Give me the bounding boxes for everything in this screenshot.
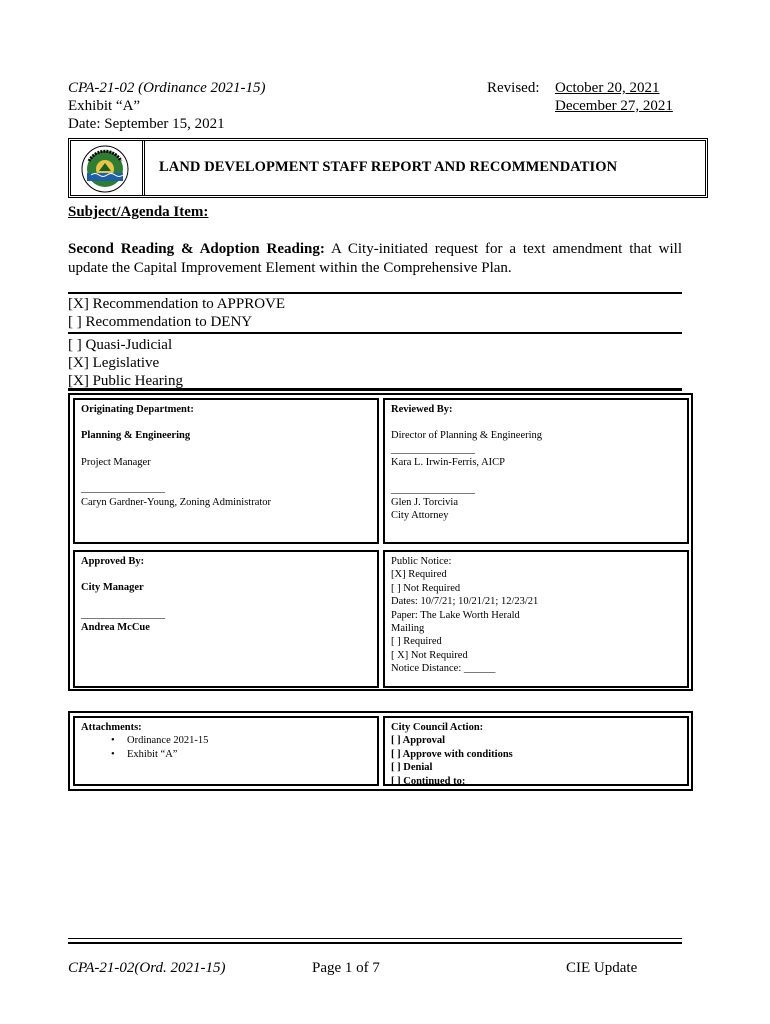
notice-line: [X] Required [391, 569, 447, 581]
report-title: LAND DEVELOPMENT STAFF REPORT AND RECOMMENDATION [159, 159, 618, 175]
header-left [68, 79, 265, 133]
notice-line: Dates: 10/7/21; 10/21/21; 12/23/21 [391, 596, 539, 608]
footer-page-number: Page 1 of 7 [312, 960, 380, 976]
rule-top [68, 292, 682, 294]
originating-heading: Originating Department: [81, 404, 194, 415]
review-grid [68, 393, 693, 691]
subject-lead: Second Reading & Adoption Reading: [68, 241, 325, 257]
council-action-cell [383, 716, 689, 786]
revised-date-1: October 20, 2021 [555, 80, 660, 96]
attorney-title: City Attorney [391, 510, 449, 522]
public-notice-cell [383, 550, 689, 688]
signature-line: ________________ [391, 483, 475, 495]
exhibit-label: Exhibit “A” [68, 98, 141, 114]
signature-line: ________________ [81, 608, 165, 620]
council-item: [ ] Approve with conditions [391, 748, 513, 760]
revised-label: Revised: [487, 80, 540, 96]
subject-heading: Subject/Agenda Item: [68, 204, 209, 220]
approved-heading: Approved By: [81, 556, 145, 567]
notice-line: Public Notice: [391, 556, 452, 567]
originating-dept: Planning & Engineering [81, 430, 191, 442]
title-divider [142, 141, 145, 195]
rule-middle [68, 332, 682, 334]
subject-description [68, 240, 682, 278]
attachment-item: • Ordinance 2021-15 [81, 734, 371, 747]
approver-title: City Manager [81, 582, 144, 594]
approved-cell [73, 550, 379, 688]
footer-right: CIE Update [566, 960, 638, 976]
council-item: [ ] Approval [391, 735, 446, 747]
quasi-judicial-option: [ ] Quasi-Judicial [68, 337, 173, 353]
reviewer-title: Director of Planning & Engineering [391, 430, 543, 442]
notice-line: Mailing [391, 623, 425, 635]
public-hearing-option: [X] Public Hearing [68, 373, 183, 389]
reviewer-name: Kara L. Irwin-Ferris, AICP [391, 457, 506, 469]
council-item: [ ] Denial [391, 762, 433, 774]
recommend-approve: [X] Recommendation to APPROVE [68, 296, 286, 312]
notice-line: [ ] Required [391, 636, 442, 648]
city-seal-icon [81, 145, 129, 193]
notice-line: [ X] Not Required [391, 649, 468, 661]
footer-left: CPA-21-02(Ord. 2021-15) [68, 960, 226, 976]
reviewed-cell [383, 398, 689, 544]
attachments-cell [73, 716, 379, 786]
revised-date-2: December 27, 2021 [555, 98, 673, 114]
attachment-item: • Exhibit “A” [81, 748, 371, 761]
council-item: [ ] Continued to: ___________ [391, 775, 526, 787]
notice-line: Notice Distance: ______ [391, 663, 496, 675]
council-heading: City Council Action: [391, 722, 484, 733]
originating-cell [73, 398, 379, 544]
hearing-type-options [68, 336, 183, 390]
notice-line: [ ] Not Required [391, 582, 461, 594]
recommendation-options [68, 295, 285, 331]
footer-rule [68, 938, 682, 944]
rule-bottom [68, 388, 682, 391]
attachments-heading: Attachments: [81, 722, 142, 733]
case-number: CPA-21-02 (Ordinance 2021-15) [68, 80, 266, 96]
legislative-option: [X] Legislative [68, 355, 160, 371]
recommend-deny: [ ] Recommendation to DENY [68, 314, 253, 330]
signature-line: ________________ [81, 483, 165, 495]
title-box [68, 138, 708, 198]
approver-name: Andrea McCue [81, 622, 150, 634]
reviewed-heading: Reviewed By: [391, 404, 453, 415]
notice-line: Paper: The Lake Worth Herald [391, 609, 520, 621]
project-manager-label: Project Manager [81, 456, 151, 468]
signature-line: ________________ [391, 443, 475, 455]
report-date: Date: September 15, 2021 [68, 116, 225, 132]
action-grid [68, 711, 693, 791]
originating-name: Caryn Gardner-Young, Zoning Administrator [81, 496, 272, 508]
subject-text: A City-initiated request for a text amendment that will update the Capital Improvement Element within the Comprehensive Plan. [68, 241, 682, 276]
attorney-name: Glen J. Torcivia [391, 497, 459, 509]
